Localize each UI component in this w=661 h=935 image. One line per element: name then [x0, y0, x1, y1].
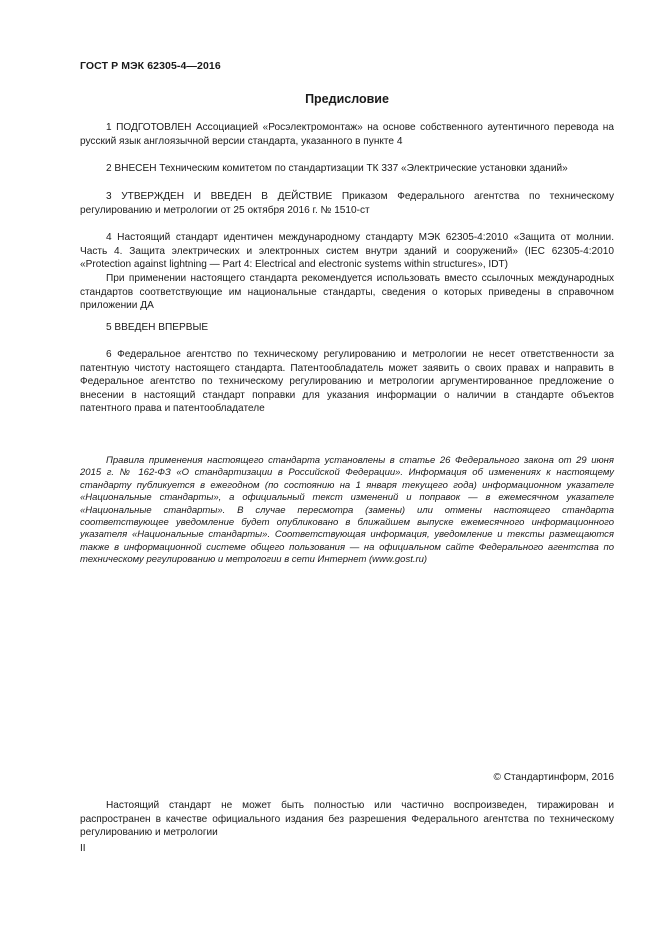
- paragraph-1: 1 ПОДГОТОВЛЕН Ассоциацией «Росэлектромонтаж» на основе собственного аутентичного перевода на русский язык англоязычной версии стандарта, указанного в пункте 4: [80, 122, 614, 147]
- reproduction-notice: Настоящий стандарт не может быть полностью или частично воспроизведен, тиражирован и распространен в качестве официального издания без разрешения Федерального агентства по техническому регулированию и метрологии: [80, 800, 614, 839]
- paragraph-6: 6 Федеральное агентство по техническому регулированию и метрологии не несет ответственности за патентную чистоту настоящего стандарта. Патентообладатель может заявить о своих правах и направить в Федеральное агентство по техническому регулированию и метрологии аргументированное предложение о внесении в настоящий стандарт поправки для указания информации о наличии в стандарте объектов патентного права и патентообладателе: [80, 349, 614, 415]
- paragraph-5: 5 ВВЕДЕН ВПЕРВЫЕ: [106, 322, 209, 333]
- copyright-line: © Стандартинформ, 2016: [493, 772, 614, 783]
- paragraph-2: 2 ВНЕСЕН Техническим комитетом по стандартизации ТК 337 «Электрические установки зданий»: [106, 163, 568, 174]
- paragraph-4: 4 Настоящий стандарт идентичен международному стандарту МЭК 62305-4:2010 «Защита от молнии. Часть 4. Защита электрических и электронных систем внутри зданий и сооружений» (IEC 62305-4:2010 «Protection against lightning — Part 4: Electrical and electronic systems within structures», IDT): [80, 232, 614, 271]
- page-title: Предисловие: [305, 92, 389, 106]
- page-number: II: [80, 843, 86, 854]
- paragraph-3: 3 УТВЕРЖДЕН И ВВЕДЕН В ДЕЙСТВИЕ Приказом Федерального агентства по техническому регулированию и метрологии от 25 октября 2016 г. № 1510-ст: [80, 191, 614, 216]
- application-notice: Правила применения настоящего стандарта установлены в статье 26 Федерального закона от 29 июня 2015 г. № 162-ФЗ «О стандартизации в Российской Федерации». Информация об изменениях к настоящему стандарту публикуется в ежегодном (по состоянию на 1 января текущего года) информационном указателе «Национальные стандарты», а официальный текст изменений и поправок — в ежемесячном указателе «Национальные стандарты». В случае пересмотра (замены) или отмены настоящего стандарта соответствующее уведомление будет опубликовано в ближайшем выпуске ежемесячного информационного указателя «Национальные стандарты». Соответствующая информация, уведомление и тексты размещаются также в информационной системе общего пользования — на официальном сайте Федерального агентства по техническому регулированию и метрологии в сети Интернет (www.gost.ru): [80, 455, 614, 566]
- paragraph-4-note: При применении настоящего стандарта рекомендуется использовать вместо ссылочных международных стандартов соответствующие им национальные стандарты, сведения о которых приведены в справочном приложении ДА: [80, 273, 614, 312]
- document-code: ГОСТ Р МЭК 62305-4—2016: [80, 60, 221, 72]
